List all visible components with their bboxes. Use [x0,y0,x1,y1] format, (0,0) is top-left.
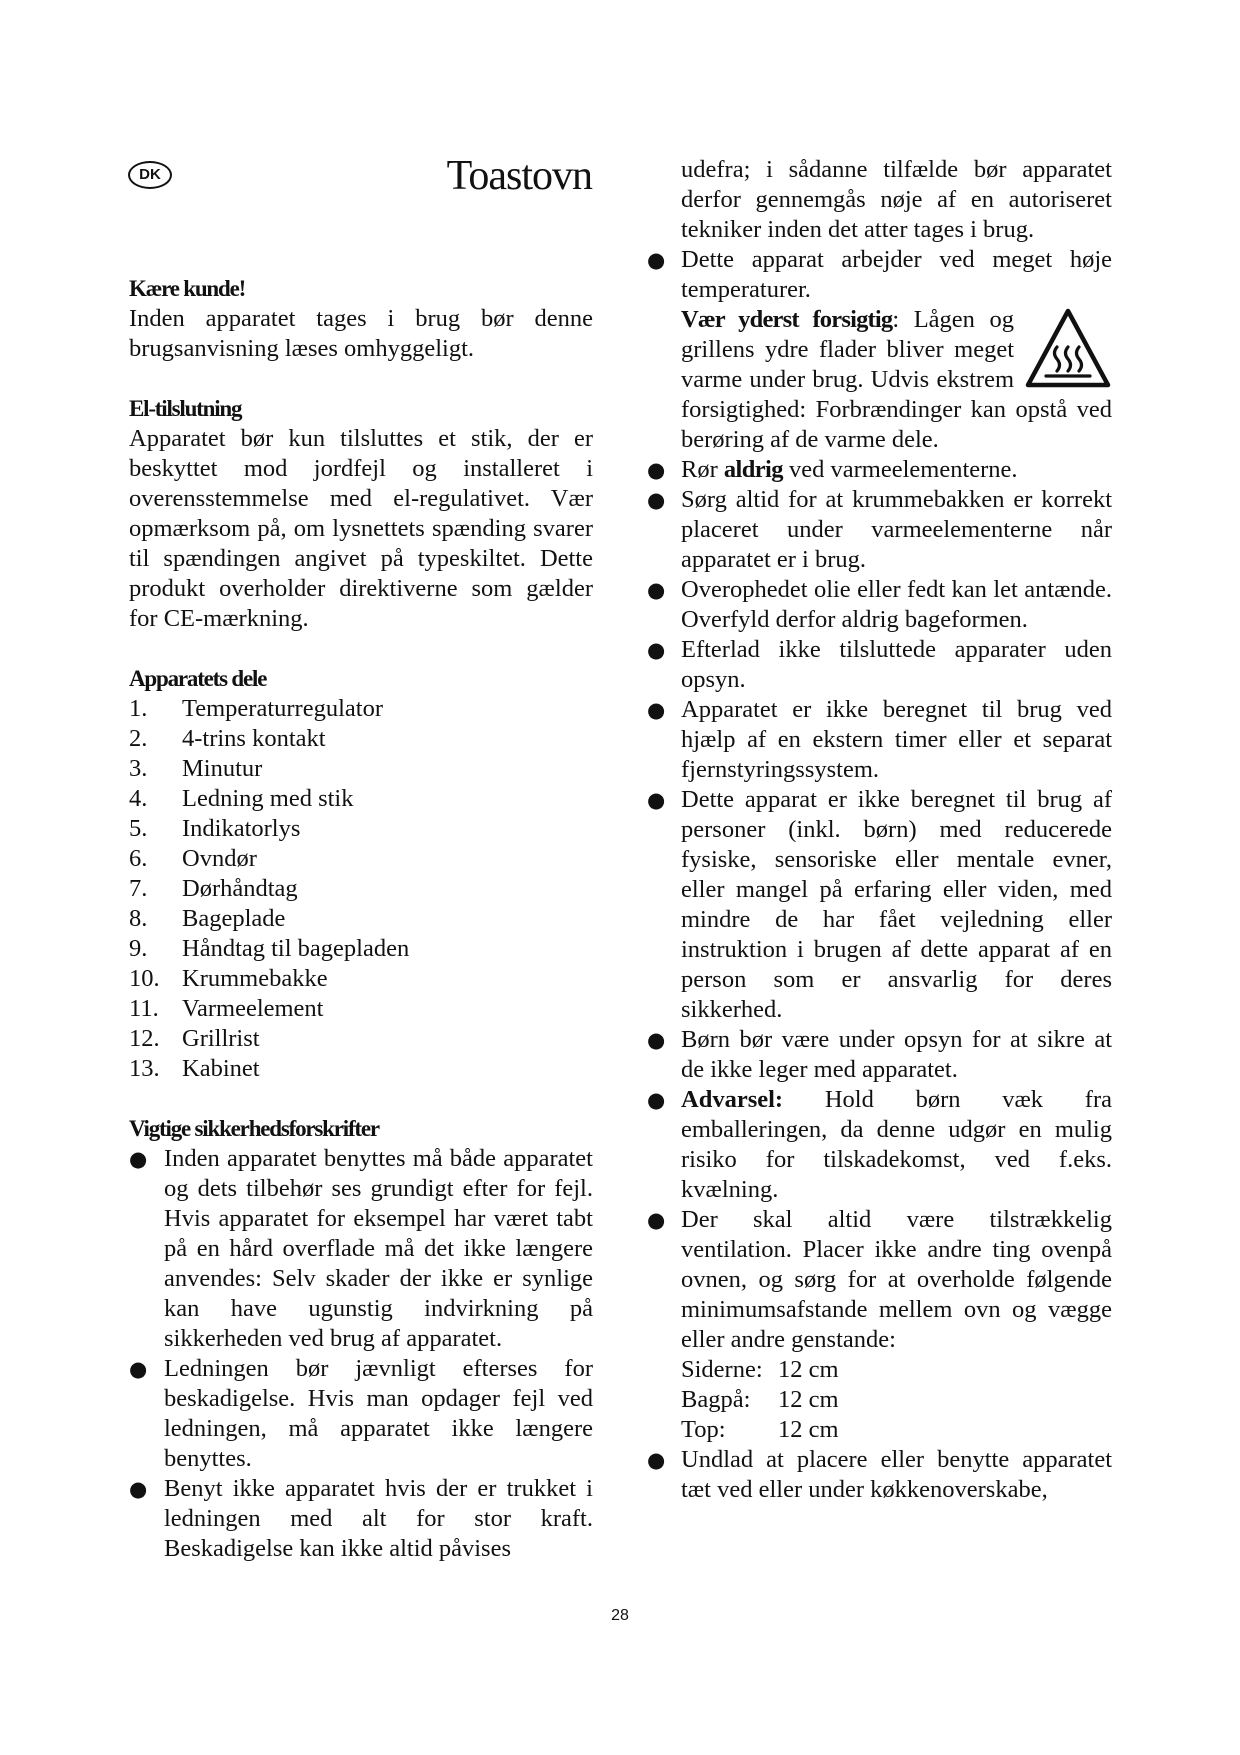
list-item [647,1445,1112,1505]
distance-row [681,1355,1112,1385]
touch-emphasis: aldrig [723,456,783,483]
list-item [129,814,593,844]
part-label: Temperaturregulator [182,695,383,722]
list-item [129,964,593,994]
distance-label: Bagpå: [681,1386,751,1413]
part-number: 2. [129,725,148,752]
caution-text: : Lågen og grillens ydre flader bliver meget varme under brug. Udvis ekstrem forsigtighed: Forbrændinger kan opstå ved berøring af de varme dele. [681,306,1112,453]
list-item [647,785,1112,1025]
part-number: 4. [129,785,148,812]
bullet-icon: ● [647,1088,666,1112]
safety-text: Undlad at placere eller benytte apparatet tæt ved eller under køkkenoverskabe, [681,1446,1112,1503]
part-label: Minutur [182,755,263,782]
right-column [647,155,1112,1505]
safety-text: Sørg altid for at krummebakken er korrekt placeret under varmeelementerne når apparatet er i brug. [681,486,1112,573]
part-label: Grillrist [182,1025,260,1052]
warning-label: Advarsel: [681,1086,784,1113]
list-item [129,904,593,934]
list-item [647,635,1112,695]
distance-row [681,1385,1112,1415]
safety-text: Benyt ikke apparatet hvis der er trukket i ledningen med alt for stor kraft. Beskadigelse kan ikke altid påvises [164,1475,593,1562]
part-label: Bageplade [182,905,286,932]
list-item [129,1354,593,1474]
part-number: 13. [129,1055,160,1082]
safety-text: udefra; i sådanne tilfælde bør apparatet derfor gennemgås nøje af en autoriseret tekniker inden det atter tages i brug. [681,156,1112,243]
list-item [129,1054,593,1084]
distance-row [681,1415,1112,1445]
warning-text: Hold børn væk fra emballeringen, da denne udgør en mulig risiko for tilskadekomst, ved f.eks. kvælning. [681,1086,1112,1203]
bullet-icon: ● [129,1357,148,1381]
list-item [129,844,593,874]
bullet-icon: ● [647,248,666,272]
part-number: 10. [129,965,160,992]
list-item [647,575,1112,635]
list-item [129,784,593,814]
part-number: 3. [129,755,148,782]
bullet-icon: ● [647,1208,666,1232]
safety-text: Inden apparatet benyttes må både apparatet og dets tilbehør ses grundigt efter for fejl. Hvis apparatet for eksempel har været tabt på en hård overflade må det ikke længere anvendes: Selv skader der ikke er synlige kan have ugunstig indvirkning på sikkerheden ved brug af apparatet. [164,1145,593,1352]
list-item [647,1205,1112,1445]
caution-label: Vær yderst forsigtig [681,306,893,333]
list-item [129,754,593,784]
part-number: 8. [129,905,148,932]
distance-label: Top: [681,1416,726,1443]
bullet-icon: ● [647,1028,666,1052]
list-item [647,245,1112,455]
distance-value: 12 cm [778,1386,839,1413]
touch-text-end: ved varmeelementerne. [782,456,1018,483]
language-badge: DK [128,161,172,189]
safety-text: Der skal altid være tilstrækkelig ventilation. Placer ikke andre ting ovenpå ovnen, og sørg for at overholde følgende minimumsafstande mellem ovn og vægge eller andre genstande: [681,1206,1112,1353]
intro-heading: Kære kunde! [129,276,246,301]
safety-text: Dette apparat er ikke beregnet til brug af personer (inkl. børn) med reducerede fysiske, sensoriske eller mentale evner, eller mangel på erfaring eller viden, med mindre de har fået vejledning eller instruktion i brugen af dette apparat af en person som er ansvarlig for deres sikkerhed. [681,786,1112,1023]
distance-value: 12 cm [778,1356,839,1383]
intro-text: Inden apparatet tages i brug bør denne brugsanvisning læses omhyggeligt. [129,305,593,362]
part-label: Dørhåndtag [182,875,298,902]
list-item [129,1024,593,1054]
list-item [129,724,593,754]
part-label: Varmeelement [182,995,324,1022]
hot-surface-item [681,245,1112,455]
distance-label: Siderne: [681,1356,763,1383]
list-item-continued [647,155,1112,245]
safety-text: Dette apparat arbejder ved meget høje temperaturer. [681,246,1112,303]
part-label: Ledning med stik [182,785,354,812]
bullet-icon: ● [647,788,666,812]
page-number: 28 [611,1607,629,1624]
list-item [647,485,1112,575]
list-item [129,874,593,904]
part-number: 1. [129,695,148,722]
part-number: 9. [129,935,148,962]
part-number: 7. [129,875,148,902]
list-item [647,1025,1112,1085]
part-label: Indikatorlys [182,815,301,842]
touch-text: Rør [681,456,724,483]
electric-heading: El-tilslutning [129,396,242,421]
page-title: Toastovn [446,153,592,199]
part-number: 11. [129,995,159,1022]
bullet-icon: ● [129,1477,148,1501]
left-column [129,274,593,1564]
safety-text: Børn bør være under opsyn for at sikre at de ikke leger med apparatet. [681,1026,1112,1083]
safety-text: Overophedet olie eller fedt kan let antænde. Overfyld derfor aldrig bageformen. [681,576,1112,633]
bullet-icon: ● [647,458,666,482]
list-item [129,934,593,964]
list-item [129,1144,593,1354]
part-label: Håndtag til bagepladen [182,935,410,962]
safety-heading: Vigtige sikkerhedsforskrifter [129,1116,379,1141]
part-label: Krummebakke [182,965,328,992]
part-number: 6. [129,845,148,872]
bullet-icon: ● [647,1448,666,1472]
hot-surface-warning-icon [1024,305,1112,393]
part-label: Ovndør [182,845,257,872]
parts-heading: Apparatets dele [129,666,267,691]
safety-text: Ledningen bør jævnligt efterses for beskadigelse. Hvis man opdager fejl ved ledningen, må apparatet ikke længere benyttes. [164,1355,593,1472]
distance-value: 12 cm [778,1416,839,1443]
safety-text: Efterlad ikke tilsluttede apparater uden opsyn. [681,636,1112,693]
list-item [647,455,1112,485]
list-item [129,994,593,1024]
bullet-icon: ● [647,698,666,722]
bullet-icon: ● [647,578,666,602]
electric-text: Apparatet bør kun tilsluttes et stik, der er beskyttet mod jordfejl og installeret i overensstemmelse med el-regulativet. Vær opmærksom på, om lysnettets spænding svarer til spændingen angivet på typeskiltet. Dette produkt overholder direktiverne som gælder for CE-mærkning. [129,425,593,632]
bullet-icon: ● [647,638,666,662]
bullet-icon: ● [647,488,666,512]
parts-list [129,694,593,1084]
bullet-icon: ● [129,1147,148,1171]
list-item [647,695,1112,785]
part-label: 4-trins kontakt [182,725,326,752]
part-number: 5. [129,815,148,842]
list-item [129,1474,593,1564]
list-item [647,1085,1112,1205]
part-number: 12. [129,1025,160,1052]
part-label: Kabinet [182,1055,260,1082]
safety-text: Apparatet er ikke beregnet til brug ved hjælp af en ekstern timer eller et separat fjernstyringssystem. [681,696,1112,783]
list-item [129,694,593,724]
